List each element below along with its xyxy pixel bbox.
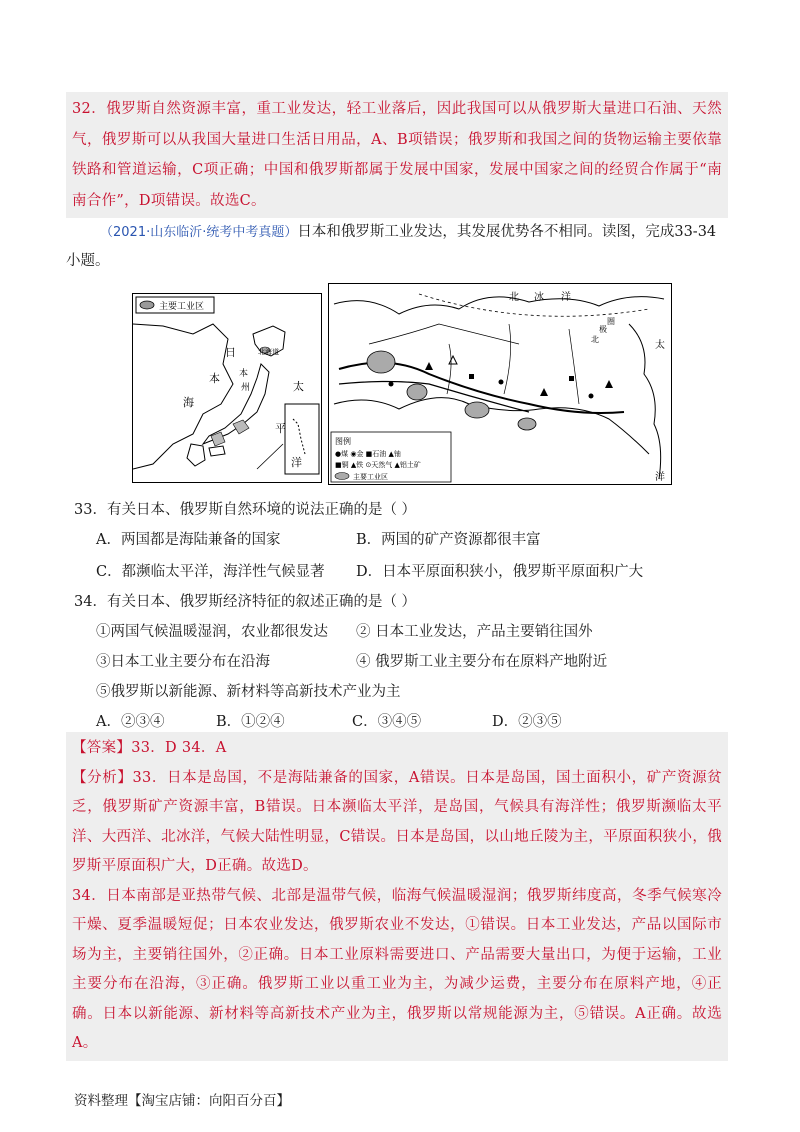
map-label-yang-r: 洋	[655, 472, 665, 483]
maps-figure	[132, 283, 672, 488]
q33-option-d: D．日本平原面积狭小，俄罗斯平原面积广大	[356, 564, 644, 580]
explanation-32	[66, 92, 728, 218]
q34-statement-3: ③日本工业主要分布在沿海	[96, 654, 270, 670]
question-source: （2021·山东临沂·统考中考真题）	[100, 225, 298, 240]
q34-option-b: B．①②④	[216, 714, 285, 730]
map-russia-legend-row2: ■铜 ▲铁 ⊙天然气 ▲铝土矿	[335, 461, 421, 469]
analysis-33: 【分析】33．日本是岛国，不是海陆兼备的国家，A错误。日本是岛国，国土面积小，矿产资源贫乏，俄罗斯矿产资源丰富，B错误。日本濒临太平洋，是岛国，气候具有海洋性；俄罗斯濒临太平洋、大西洋、北冰洋，气候大陆性明显，C错误。日本是岛国，以山地丘陵为主，平原面积狭小，俄罗斯平原面积广大，D正确。故选D。	[72, 769, 722, 874]
footer-source: 资料整理【淘宝店铺：向阳百分百】	[74, 1093, 290, 1109]
map-japan	[132, 293, 322, 483]
map-label-ri: 日	[225, 346, 236, 359]
map-japan-legend: 主要工业区	[159, 302, 205, 312]
map-russia-legend-title: 图例	[335, 437, 351, 446]
map-label-ji: 极	[599, 325, 607, 334]
map-label-bei2: 北	[591, 335, 599, 344]
map-label-bei: 北	[509, 292, 519, 303]
explanation-32-text: 32．俄罗斯自然资源丰富，重工业发达，轻工业落后，因此我国可以从俄罗斯大量进口石油、天然气，俄罗斯可以从我国大量进口生活日用品，A、B项错误；俄罗斯和我国之间的货物运输主要依靠铁路和管道运输，C项正确；中国和俄罗斯都属于发展中国家，发展中国家之间的经贸合作属于“南南合作”，D项错误。故选C。	[72, 101, 722, 209]
map-label-zhou: 州	[241, 383, 251, 393]
question-intro	[66, 218, 728, 275]
question-34-stem: 34．有关日本、俄罗斯经济特征的叙述正确的是（ ）	[74, 594, 417, 610]
q34-statement-1: ①两国气候温暖湿润，农业都很发达	[96, 624, 328, 640]
map-label-hai: 海	[183, 396, 194, 409]
q34-statement-2: ② 日本工业发达，产品主要销往国外	[356, 624, 593, 640]
map-russia-legend-area: 主要工业区	[353, 473, 388, 481]
answer-analysis	[66, 732, 728, 1061]
q34-statement-5: ⑤俄罗斯以新能源、新材料等高新技术产业为主	[96, 684, 401, 700]
q33-option-a: A．两国都是海陆兼备的国家	[96, 532, 281, 548]
q33-option-b: B．两国的矿产资源都很丰富	[356, 532, 541, 548]
map-label-hokkaido: 北海道	[258, 348, 279, 356]
map-russia-legend-row1: ●煤 ◉金 ■石油 ▲铀	[335, 450, 401, 458]
map-label-bing: 冰	[534, 292, 544, 303]
q34-option-a: A．②③④	[96, 714, 165, 730]
analysis-34: 34．日本南部是亚热带气候、北部是温带气候，临海气候温暖湿润；俄罗斯纬度高，冬季气候寒冷干燥、夏季温暖短促；日本农业发达，俄罗斯农业不发达，①错误。日本工业发达，产品以国际市场为主，主要销往国外，②正确。日本工业原料需要进口、产品需要大量出口，为便于运输，工业主要分布在沿海，③正确。俄罗斯工业以重工业为主，为减少运费，主要分布在原料产地，④正确。日本以新能源、新材料等高新技术产业为主，俄罗斯以常规能源为主，⑤错误。A正确。故选A。	[72, 887, 722, 1051]
map-label-yang: 洋	[291, 456, 302, 469]
map-label-tai: 太	[293, 380, 304, 393]
map-label-quan: 圈	[607, 317, 615, 326]
answer-line: 【答案】33．D 34．A	[72, 740, 227, 756]
q34-statement-4: ④ 俄罗斯工业主要分布在原料产地附近	[356, 654, 608, 670]
question-intro-text: 日本和俄罗斯工业发达，其发展优势各不相同。读图，完成33-34小题。	[66, 224, 717, 269]
map-label-yang-n: 洋	[561, 292, 571, 303]
q34-option-d: D．②③⑤	[492, 714, 562, 730]
map-label-tai-r: 太	[655, 340, 665, 351]
map-label-ben2: 本	[239, 369, 249, 379]
map-label-ping: 平	[275, 422, 286, 435]
map-russia	[328, 283, 672, 485]
map-label-ben: 本	[209, 372, 220, 385]
q34-option-c: C．③④⑤	[352, 714, 422, 730]
question-33-stem: 33．有关日本、俄罗斯自然环境的说法正确的是（ ）	[74, 502, 417, 518]
q33-option-c: C．都濒临太平洋，海洋性气候显著	[96, 564, 325, 580]
